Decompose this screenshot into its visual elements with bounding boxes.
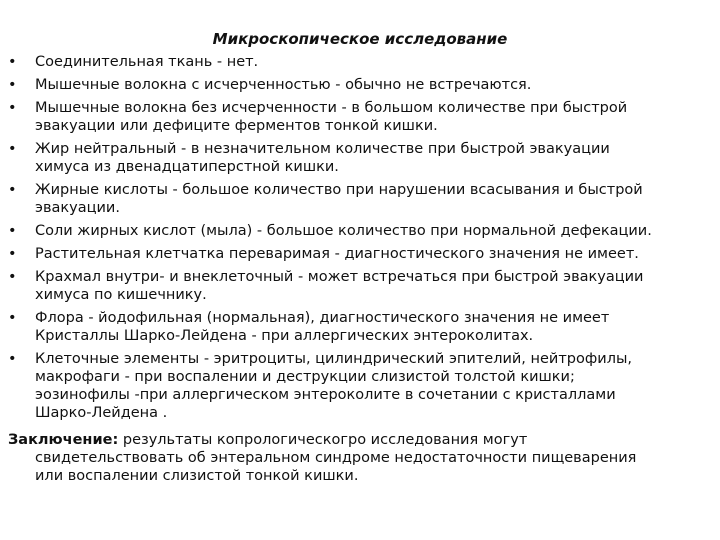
list-item-text: Мышечные волокна с исчерченностью - обычно не встречаются. bbox=[35, 77, 532, 93]
list-item-text: Флора - йодофильная (нормальная), диагностического значения не имеет Кристаллы Шарко-Лейдена - при аллергических энтероколитах. bbox=[35, 310, 610, 344]
bullet-icon: • bbox=[8, 351, 17, 367]
conclusion-text-3: или воспалении слизистой тонкой кишки. bbox=[35, 468, 359, 484]
bullet-icon: • bbox=[8, 182, 17, 198]
list-item bbox=[8, 245, 718, 263]
list-item bbox=[8, 53, 718, 71]
conclusion bbox=[8, 431, 708, 485]
list-item bbox=[8, 181, 718, 217]
conclusion-line-1 bbox=[8, 431, 708, 449]
list-item-text: Соединительная ткань - нет. bbox=[35, 54, 259, 70]
bullet-icon: • bbox=[8, 141, 17, 157]
bullet-icon: • bbox=[8, 223, 17, 239]
bullet-icon: • bbox=[8, 246, 17, 262]
conclusion-text-2: свидетельствовать об энтеральном синдроме недостаточности пищеварения bbox=[35, 450, 637, 466]
list-item bbox=[8, 268, 718, 304]
list-item bbox=[8, 350, 718, 422]
bullet-icon: • bbox=[8, 269, 17, 285]
list-item-text: Растительная клетчатка переваримая - диагностического значения не имеет. bbox=[35, 246, 639, 262]
conclusion-text-1: результаты копрологическогро исследования могут bbox=[118, 432, 528, 448]
findings-list bbox=[8, 53, 718, 427]
list-item-text: Соли жирных кислот (мыла) - большое количество при нормальной дефекации. bbox=[35, 223, 652, 239]
list-item bbox=[8, 309, 718, 345]
bullet-icon: • bbox=[8, 77, 17, 93]
list-item bbox=[8, 99, 718, 135]
slide-title: Микроскопическое исследование bbox=[212, 30, 508, 48]
list-item-text: Мышечные волокна без исчерченности - в большом количестве при быстрой эвакуации или дефиците ферментов тонкой кишки. bbox=[35, 100, 628, 134]
list-item-text: Клеточные элементы - эритроциты, цилиндрический эпителий, нейтрофилы, макрофаги - при воспалении и деструкции слизистой толстой кишки; эозинофилы -при аллергическом энтероколите в сочетании с кристаллами Шарко-Лейдена . bbox=[35, 351, 633, 421]
bullet-icon: • bbox=[8, 100, 17, 116]
list-item-text: Жирные кислоты - большое количество при нарушении всасывания и быстрой эвакуации. bbox=[35, 182, 643, 216]
bullet-icon: • bbox=[8, 54, 17, 70]
list-item bbox=[8, 140, 718, 176]
list-item-text: Крахмал внутри- и внеклеточный - может встречаться при быстрой эвакуации химуса по кишечнику. bbox=[35, 269, 644, 303]
list-item bbox=[8, 76, 718, 94]
list-item-text: Жир нейтральный - в незначительном количестве при быстрой эвакуации химуса из двенадцатиперстной кишки. bbox=[35, 141, 610, 175]
conclusion-label: Заключение: bbox=[8, 432, 119, 448]
list-item bbox=[8, 222, 718, 240]
bullet-icon: • bbox=[8, 310, 17, 326]
